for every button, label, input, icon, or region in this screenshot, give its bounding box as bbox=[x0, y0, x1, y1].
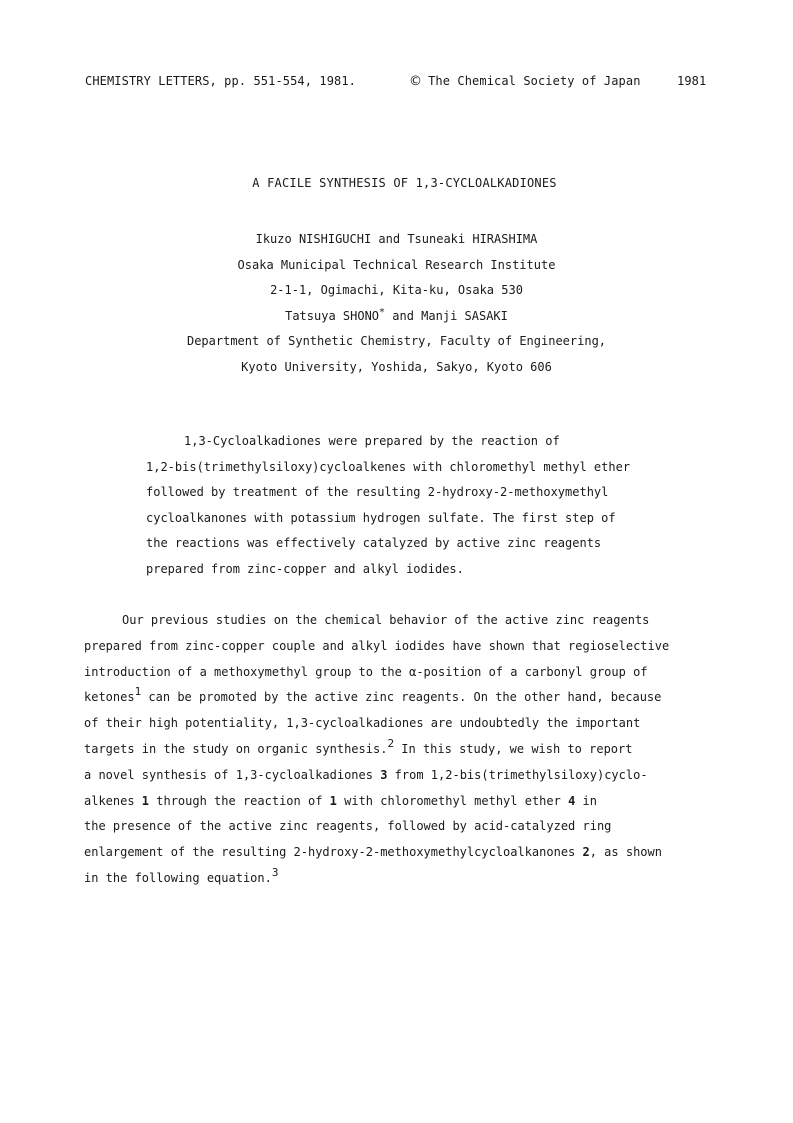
body-text: in bbox=[575, 793, 597, 808]
body-text: In this study, we wish to report bbox=[394, 741, 633, 756]
abstract-line: the reactions was effectively catalyzed by active zinc reagents bbox=[146, 536, 602, 551]
compound-number: 2 bbox=[582, 845, 590, 860]
abstract-line: prepared from zinc-copper and alkyl iodides. bbox=[146, 561, 464, 576]
abstract-line: followed by treatment of the resulting 2-hydroxy-2-methoxymethyl bbox=[146, 485, 609, 500]
body-text: enlargement of the resulting 2-hydroxy-2-methoxymethylcycloalkanones bbox=[84, 845, 583, 860]
body-text: , as shown bbox=[589, 845, 662, 860]
body-line: prepared from zinc-copper couple and alkyl iodides have shown that regioselective bbox=[84, 638, 670, 653]
body-text: with chloromethyl methyl ether bbox=[336, 793, 569, 808]
body-text: can be promoted by the active zinc reagents. On the other hand, because bbox=[141, 690, 662, 705]
body-text: a novel synthesis of 1,3-cycloalkadiones bbox=[84, 767, 381, 782]
body-line: the presence of the active zinc reagents, followed by acid-catalyzed ring bbox=[84, 819, 612, 834]
body-line bbox=[84, 685, 724, 711]
affiliation-1: Osaka Municipal Technical Research Institute bbox=[237, 257, 556, 272]
body-text: ketones bbox=[84, 690, 135, 705]
abstract bbox=[146, 429, 706, 583]
abstract-line: 1,3-Cycloalkadiones were prepared by the reaction of bbox=[184, 434, 560, 448]
affiliation-1-address: 2-1-1, Ogimachi, Kita-ku, Osaka 530 bbox=[270, 283, 523, 298]
compound-number: 1 bbox=[329, 793, 337, 808]
body-line bbox=[84, 763, 724, 789]
body-line: of their high potentiality, 1,3-cycloalkadiones are undoubtedly the important bbox=[84, 716, 641, 731]
body-line bbox=[84, 840, 724, 866]
body-text: targets in the study on organic synthesis. bbox=[84, 741, 388, 756]
body-line bbox=[84, 866, 724, 892]
affiliation-2: Department of Synthetic Chemistry, Faculty of Engineering, bbox=[186, 334, 607, 349]
abstract-line: cycloalkanones with potassium hydrogen sulfate. The first step of bbox=[146, 510, 616, 525]
copyright-symbol: © bbox=[409, 74, 423, 89]
body-text: alkenes bbox=[84, 793, 142, 808]
affiliation-2-address: Kyoto University, Yoshida, Sakyo, Kyoto 606 bbox=[241, 359, 552, 374]
reference-marker: 3 bbox=[271, 865, 279, 879]
compound-number: 1 bbox=[141, 793, 150, 808]
body-text: through the reaction of bbox=[149, 793, 330, 808]
author-names-2 bbox=[0, 304, 793, 330]
header-year: 1981 bbox=[677, 74, 707, 88]
body-line: introduction of a methoxymethyl group to the α-position of a carbonyl group of bbox=[84, 664, 648, 679]
body-line bbox=[84, 789, 724, 815]
copyright-notice bbox=[409, 74, 641, 89]
reference-marker: 2 bbox=[387, 736, 395, 750]
body-text: in the following equation. bbox=[84, 870, 272, 885]
abstract-line: 1,2-bis(trimethylsiloxy)cycloalkenes with chloromethyl methyl ether bbox=[146, 459, 631, 474]
paper-title: A FACILE SYNTHESIS OF 1,3-CYCLOALKADIONES bbox=[252, 176, 557, 190]
reference-marker: 1 bbox=[134, 685, 142, 699]
body-line: Our previous studies on the chemical behavior of the active zinc reagents bbox=[122, 613, 650, 627]
corresponding-author: Tatsuya SHONO bbox=[285, 308, 380, 323]
corresponding-author-mark: * bbox=[379, 306, 386, 318]
body-text: from 1,2-bis(trimethylsiloxy)cyclo- bbox=[387, 767, 648, 782]
co-author: and Manji SASAKI bbox=[385, 308, 508, 323]
journal-citation: CHEMISTRY LETTERS, pp. 551-554, 1981. bbox=[85, 74, 357, 88]
body-paragraph bbox=[84, 608, 724, 892]
author-block bbox=[0, 227, 793, 381]
author-names-1: Ikuzo NISHIGUCHI and Tsuneaki HIRASHIMA bbox=[255, 232, 538, 246]
body-line bbox=[84, 737, 724, 763]
compound-number: 3 bbox=[380, 767, 388, 782]
compound-number: 4 bbox=[568, 793, 576, 808]
copyright-holder: The Chemical Society of Japan bbox=[428, 74, 641, 88]
